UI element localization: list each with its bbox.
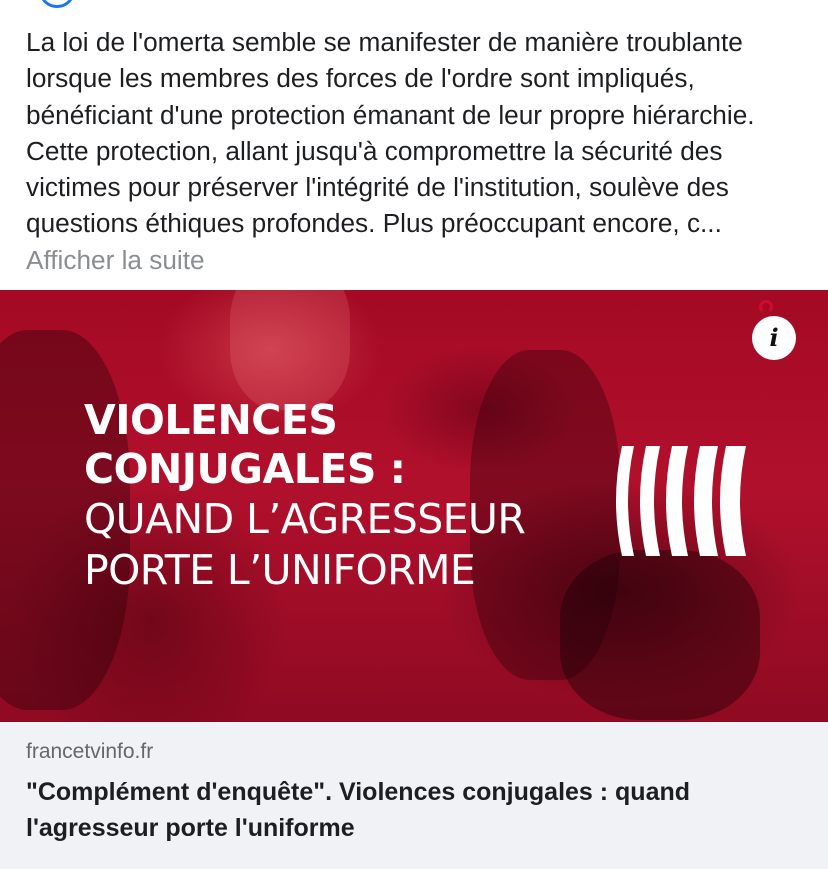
info-icon[interactable]: i [752,316,796,360]
avatar[interactable] [40,0,74,8]
see-more-link[interactable]: Afficher la suite [26,244,205,275]
headline-line-4: PORTE L’UNIFORME [84,546,476,594]
link-preview-meta[interactable] [0,722,828,869]
headline-line-2: CONJUGALES : [84,445,406,493]
post-body: La loi de l'omerta semble se manifester de manière troublante lorsque les membres des forces de l'ordre sont impliqués, bénéficiant d'une protection émanant de leur propre hiérarchie. Cette protection, allant jusqu'à compromettre la sécurité des victimes pour préserver l'intégrité de l'institution, soulève des questions éthiques profondes. Plus préoccupant encore, c... [26,27,755,239]
complement-enquete-logo-icon [612,442,746,560]
post-text [26,24,816,278]
link-preview-image[interactable] [0,290,828,722]
link-domain: francetvinfo.fr [26,740,154,763]
headline-line-1: VIOLENCES [84,396,338,444]
link-preview-card[interactable] [0,290,828,869]
image-headline [84,396,525,596]
headline-line-3: QUAND L’AGRESSEUR [84,495,526,543]
alert-ring-icon [759,300,773,314]
link-title[interactable]: "Complément d'enquête". Violences conjugales : quand l'agresseur porte l'uniforme [26,778,691,842]
